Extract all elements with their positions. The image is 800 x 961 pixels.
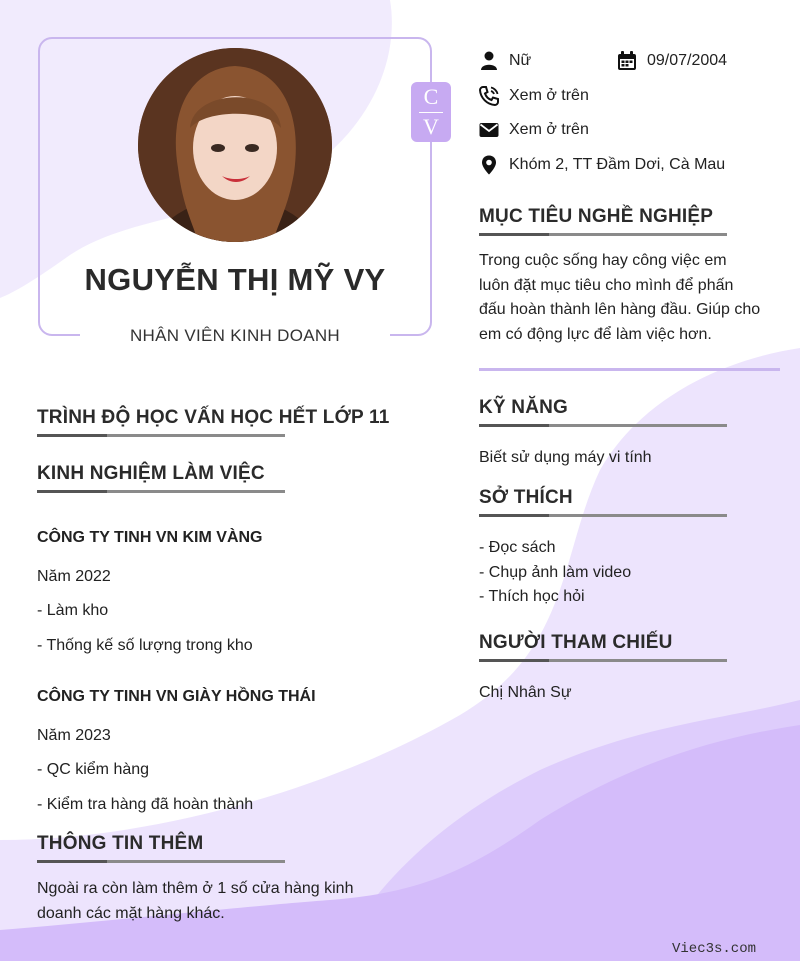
person-icon [479,51,499,71]
birthdate-value: 09/07/2004 [647,52,728,69]
full-name: NGUYỄN THỊ MỸ VY [84,262,386,297]
address-value: Khóm 2, TT Đầm Dơi, Cà Mau [509,156,726,173]
objective-heading: MỤC TIÊU NGHỀ NGHIỆP [479,206,714,227]
objective-rule [479,233,727,236]
email-icon [479,120,499,140]
reference-rule [479,659,727,662]
hobby-item: - Thích học hỏi [479,588,585,605]
education-rule [37,434,285,437]
reference-value: Chị Nhân Sự [479,684,572,701]
experience-heading: KINH NGHIỆM LÀM VIỆC [37,463,265,484]
skills-heading: KỸ NĂNG [479,397,569,418]
gender-value: Nữ [509,52,532,69]
contact-address [479,155,725,175]
company-name: CÔNG TY TINH VN KIM VÀNG [37,529,263,546]
location-icon [479,155,499,175]
avatar [138,48,332,242]
objective-line: em có động lực để làm việc hơn. [479,325,712,343]
contact-birthdate [617,51,727,71]
job-year: Năm 2022 [37,568,111,585]
objective-text [479,249,789,347]
cv-badge-divider [419,112,443,113]
hobbies-rule [479,514,727,517]
portrait-illustration [138,48,332,242]
job-title: NHÂN VIÊN KINH DOANH [129,326,341,345]
contact-phone [479,86,589,106]
job-year: Năm 2023 [37,727,111,744]
job-duty: - Kiểm tra hàng đã hoàn thành [37,796,254,813]
hobbies-list [479,536,631,610]
education-heading: TRÌNH ĐỘ HỌC VẤN HỌC HẾT LỚP 11 [37,407,390,428]
contact-gender [479,51,531,71]
section-divider [479,368,780,371]
objective-line: đấu hoàn thành lên hàng đầu. Giúp cho [479,301,761,318]
email-value: Xem ở trên [509,121,589,138]
hobby-item: - Chụp ảnh làm video [479,563,632,581]
objective-line: Trong cuộc sống hay công việc em [479,252,727,269]
calendar-icon [617,51,637,71]
reference-heading: NGƯỜI THAM CHIẾU [479,632,673,653]
watermark: Viec3s.com [672,941,757,957]
extra-info-line: doanh các mặt hàng khác. [37,904,225,922]
skill-item: Biết sử dụng máy vi tính [479,449,652,466]
cv-badge [411,82,451,142]
contact-email [479,120,589,140]
cv-badge-letter-v: V [423,114,439,139]
hobbies-heading: SỞ THÍCH [479,487,573,508]
experience-rule [37,490,285,493]
extra-info-heading: THÔNG TIN THÊM [37,833,204,854]
job-duty: - Làm kho [37,602,109,619]
extra-info-line: Ngoài ra còn làm thêm ở 1 số cửa hàng kinh [37,880,354,897]
skills-rule [479,424,727,427]
job-duty: - Thống kế số lượng trong kho [37,637,253,654]
extra-info-text [37,877,437,926]
hobby-item: - Đọc sách [479,539,556,556]
objective-line: luôn đặt mục tiêu cho mình để phấn [479,276,734,294]
phone-value: Xem ở trên [509,87,589,104]
company-name: CÔNG TY TINH VN GIÀY HỒNG THÁI [37,688,316,705]
cv-badge-letter-c: C [423,84,439,109]
job-duty: - QC kiểm hàng [37,761,150,778]
phone-icon [479,86,499,106]
extra-info-rule [37,860,285,863]
